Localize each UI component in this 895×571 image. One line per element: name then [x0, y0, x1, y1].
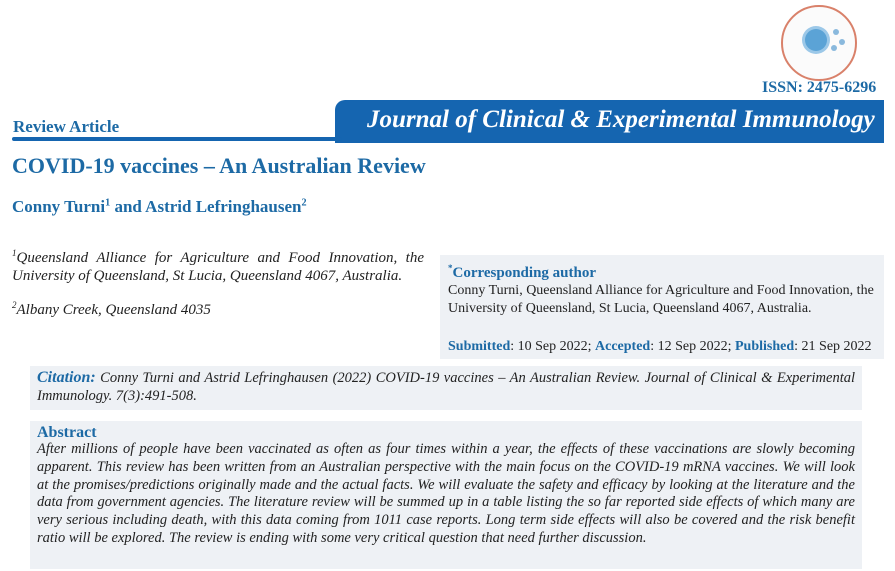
author-2: Astrid Lefringhausen	[145, 197, 302, 216]
citation-box	[30, 366, 862, 410]
abstract-text: After millions of people have been vaccinated as often as four times within a year, the effects of these vaccinations are slowly becoming apparent. This review has been written from an Australian perspective with the main focus on the COVID-19 mRNA vaccines. We will look at the promises/predictions originally made and the actual facts. We will evaluate the safety and efficacy by looking at the literature and the data from government agencies. The literature review will be summed up in a table listing the so far reported side effects of which many are very serious including death, with this data coming from 1011 case reports. Long term side effects will also be covered and the risk benefit ratio will be explored. The review is ending with some very critical question that need further discussion.	[37, 441, 855, 546]
dot-icon	[831, 45, 837, 51]
affiliation-2	[12, 296, 211, 319]
authors	[12, 197, 307, 217]
article-title: COVID-19 vaccines – An Australian Review	[12, 153, 426, 178]
abstract-box	[30, 421, 862, 569]
accepted-date: : 12 Sep 2022;	[650, 339, 735, 354]
divider	[12, 137, 342, 141]
corresponding-author-box	[440, 255, 884, 359]
author-sup: 1	[105, 197, 111, 209]
aff-sup: 1	[12, 248, 17, 258]
aff-text: Queensland Alliance for Agriculture and Food Innovation, the University of Queensland, St Lucia, Queensland 4067, Australia.	[12, 250, 424, 284]
citation-text: Conny Turni and Astrid Lefringhausen (2022) COVID-19 vaccines – An Australian Review. Journal of Clinical & Experimental Immunology. 7(3):491-508.	[37, 370, 855, 404]
aff-text: Albany Creek, Queensland 4035	[16, 302, 211, 318]
dot-icon	[839, 39, 845, 45]
author-sup: 2	[301, 197, 307, 209]
published-label: Published	[735, 339, 795, 354]
corresponding-text: Conny Turni, Queensland Alliance for Agriculture and Food Innovation, the University of Queensland, St Lucia, Queensland 4067, Australia.	[448, 283, 874, 316]
citation-label: Citation:	[37, 369, 96, 386]
article-type: Review Article	[13, 117, 120, 136]
journal-banner: Journal of Clinical & Experimental Immunology	[335, 100, 884, 143]
issn: ISSN: 2475-6296	[762, 79, 877, 96]
abstract-heading: Abstract	[37, 424, 97, 441]
published-date: : 21 Sep 2022	[794, 339, 872, 354]
author-1: Conny Turni	[12, 197, 106, 216]
mark: *	[448, 263, 453, 273]
heading-text: Corresponding author	[452, 265, 596, 281]
virus-icon	[805, 29, 827, 51]
aff-sup: 2	[12, 300, 17, 310]
dot-icon	[833, 29, 839, 35]
affiliation-1	[12, 244, 424, 285]
submitted-label: Submitted	[448, 339, 511, 354]
submitted-date: : 10 Sep 2022;	[510, 339, 596, 354]
corresponding-heading	[448, 259, 876, 282]
dates	[448, 338, 876, 356]
and-text: and	[110, 197, 146, 216]
accepted-label: Accepted	[595, 339, 651, 354]
journal-logo	[781, 5, 857, 81]
